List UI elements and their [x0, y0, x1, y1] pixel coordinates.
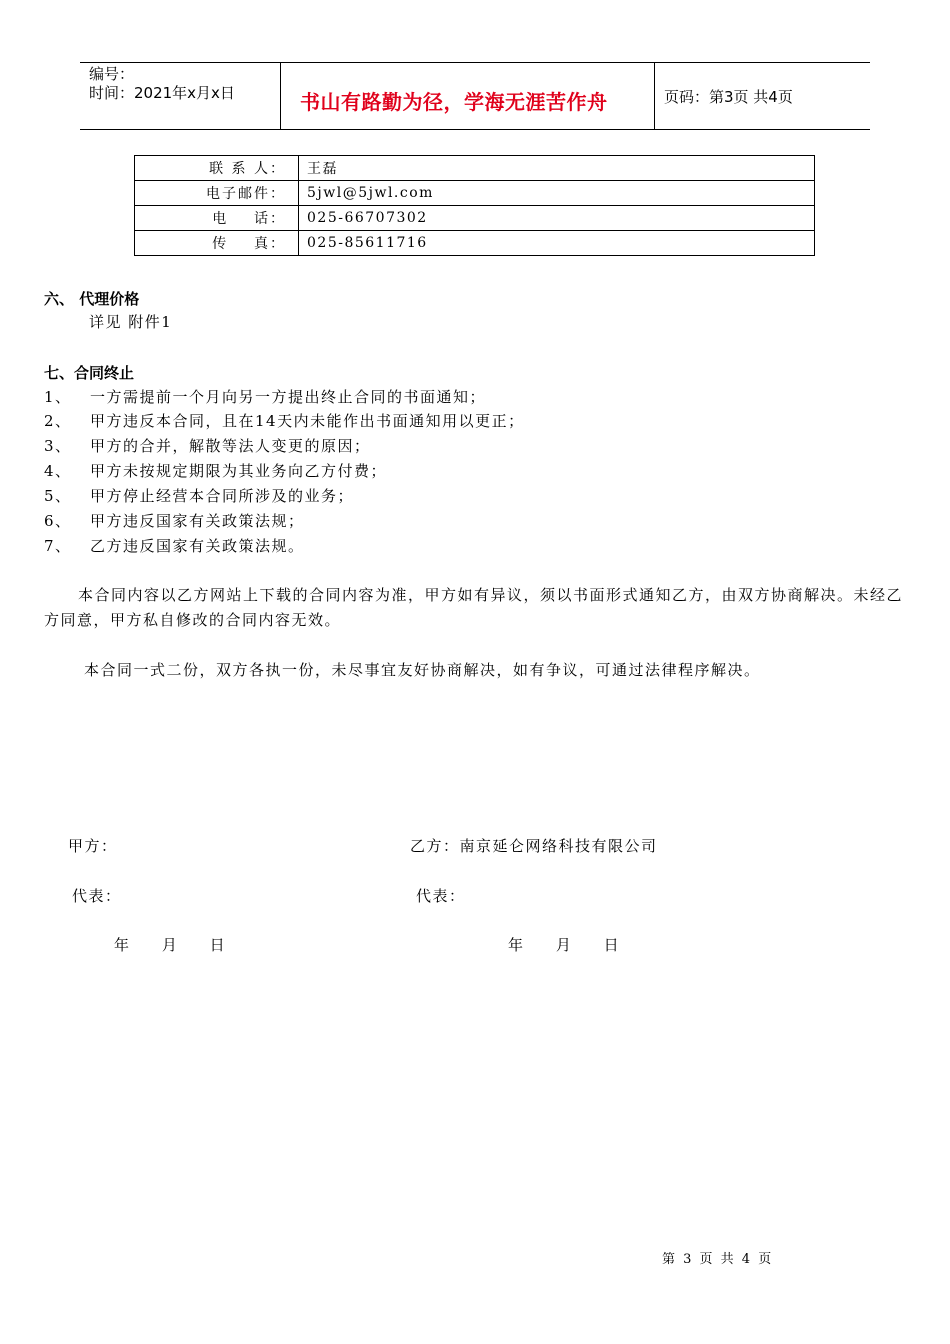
table-row	[135, 231, 815, 256]
list-item-number: 5、	[44, 487, 72, 505]
list-item-number: 1、	[44, 388, 72, 406]
table-row	[135, 181, 815, 206]
section-7-title: 七、合同终止	[44, 364, 135, 382]
paragraph-contract-content: 本合同内容以乙方网站上下载的合同内容为准，甲方如有异议，须以书面形式通知乙方，由双方协商解决。未经乙方同意，甲方私自修改的合同内容无效。	[44, 586, 904, 629]
party-b-representative: 代表：	[416, 887, 466, 905]
list-item-text: 甲方违反本合同，且在14天内未能作出书面通知用以更正；	[90, 412, 525, 430]
list-item-number: 2、	[44, 412, 72, 430]
header-number-label: 编号：	[89, 65, 135, 83]
header-time-label: 时间：2021年x月x日	[89, 84, 235, 102]
page-footer: 第 3 页 共 4 页	[662, 1252, 774, 1267]
list-item	[44, 510, 305, 531]
list-item	[44, 386, 486, 407]
contact-table	[134, 155, 815, 256]
section-6-title: 六、 代理价格	[44, 290, 140, 308]
contact-label: 传 真：	[135, 231, 299, 256]
party-a-date: 年 月 日	[114, 936, 227, 954]
list-item-text: 乙方违反国家有关政策法规。	[90, 537, 305, 555]
contact-label: 电子邮件：	[135, 181, 299, 206]
contact-value: 5jwl@5jwl.com	[299, 181, 815, 206]
list-item-number: 4、	[44, 462, 72, 480]
list-item-text: 甲方未按规定期限为其业务向乙方付费；	[90, 462, 388, 480]
list-item-number: 7、	[44, 537, 72, 555]
party-a-label: 甲方：	[68, 837, 118, 855]
list-item	[44, 485, 354, 506]
contact-value: 025-66707302	[299, 206, 815, 231]
list-item-number: 6、	[44, 512, 72, 530]
list-item	[44, 460, 387, 481]
list-item-text: 甲方的合并，解散等法人变更的原因；	[90, 437, 371, 455]
header-divider	[654, 62, 655, 129]
list-item	[44, 410, 525, 431]
table-row	[135, 156, 815, 181]
header-rule-top	[80, 62, 870, 63]
list-item	[44, 435, 371, 456]
paragraph-copies: 本合同一式二份，双方各执一份，未尽事宜友好协商解决，如有争议，可通过法律程序解决。	[84, 661, 761, 679]
list-item-text: 甲方停止经营本合同所涉及的业务；	[90, 487, 355, 505]
contact-value: 王磊	[299, 156, 815, 181]
list-item-text: 甲方违反国家有关政策法规；	[90, 512, 305, 530]
party-a-representative: 代表：	[72, 887, 122, 905]
table-row	[135, 206, 815, 231]
header-page-code: 页码：第3页 共4页	[664, 88, 793, 106]
contact-value: 025-85611716	[299, 231, 815, 256]
list-item-text: 一方需提前一个月向另一方提出终止合同的书面通知；	[90, 388, 487, 406]
header-motto: 书山有路勤为径，学海无涯苦作舟	[300, 90, 608, 114]
header-rule-bottom	[80, 129, 870, 130]
contact-label: 电 话：	[135, 206, 299, 231]
party-b-date: 年 月 日	[508, 936, 621, 954]
contact-label: 联 系 人：	[135, 156, 299, 181]
section-6-text: 详见 附件1	[89, 313, 173, 331]
list-item	[44, 535, 305, 556]
list-item-number: 3、	[44, 437, 72, 455]
header-divider	[280, 62, 281, 129]
party-b-label: 乙方：南京延仑网络科技有限公司	[410, 837, 658, 855]
